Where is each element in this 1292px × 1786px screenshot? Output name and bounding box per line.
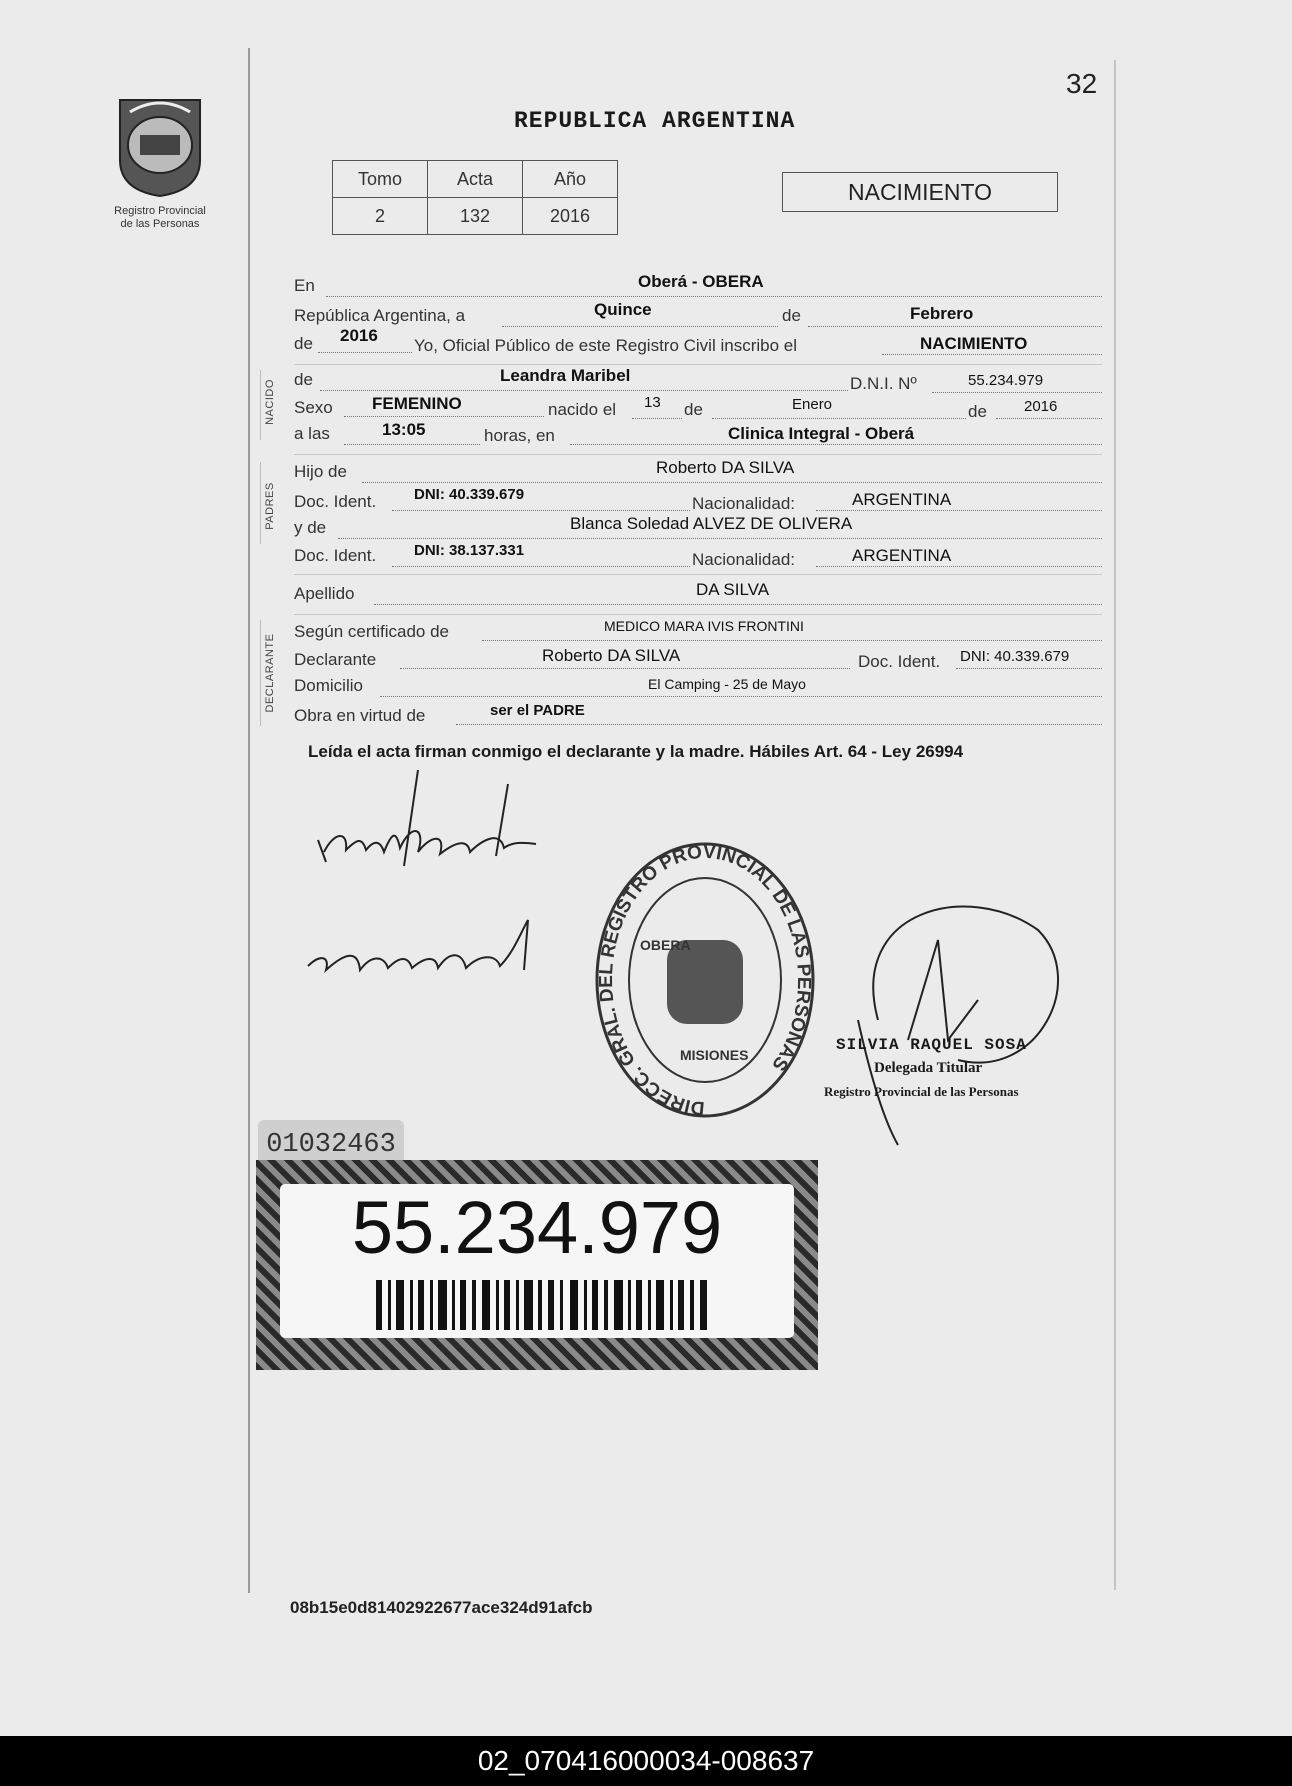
value-padre: Roberto DA SILVA <box>656 458 795 477</box>
page-number: 32 <box>1066 68 1098 99</box>
ref-header-anio: Año <box>523 161 618 198</box>
label-oficial: Yo, Oficial Público de este Registro Civil inscribo el <box>414 336 797 355</box>
value-apellido: DA SILVA <box>696 580 770 599</box>
official-role: Delegada Titular <box>874 1060 983 1076</box>
side-label-declarante: DECLARANTE <box>264 633 276 713</box>
label-declarante-doc: Doc. Ident. <box>858 652 941 671</box>
label-republica: República Argentina, a <box>294 306 466 325</box>
section-divider <box>294 614 1102 615</box>
value-madre-nac: ARGENTINA <box>852 546 952 565</box>
handwritten-signatures <box>300 770 590 1000</box>
official-office: Registro Provincial de las Personas <box>824 1084 1019 1099</box>
dots <box>570 444 1102 445</box>
bracket-declarante <box>260 620 261 726</box>
label-dni: D.N.I. Nº <box>850 374 917 393</box>
label-doc-padre: Doc. Ident. <box>294 492 377 511</box>
value-declarante: Roberto DA SILVA <box>542 646 681 665</box>
value-nac-mes: Enero <box>792 396 833 413</box>
country-title: REPUBLICA ARGENTINA <box>514 108 796 134</box>
value-certificado: MEDICO MARA IVIS FRONTINI <box>604 618 804 634</box>
label-segun-certificado: Según certificado de <box>294 622 449 641</box>
value-madre-doc: DNI: 38.137.331 <box>414 542 525 559</box>
value-padre-doc: DNI: 40.339.679 <box>414 486 525 503</box>
label-obra: Obra en virtud de <box>294 706 426 725</box>
dots <box>816 566 1102 567</box>
value-madre: Blanca Soledad ALVEZ DE OLIVERA <box>570 514 853 533</box>
label-declarante: Declarante <box>294 650 377 669</box>
label-en: En <box>294 276 315 295</box>
official-stamp <box>590 840 820 1130</box>
value-dia-letras: Quince <box>594 300 652 319</box>
dots <box>956 668 1102 669</box>
value-anio: 2016 <box>340 326 378 345</box>
side-label-nacido: NACIDO <box>264 379 276 425</box>
label-sexo: Sexo <box>294 398 333 417</box>
value-lugar-nac: Clinica Integral - Oberá <box>728 424 915 443</box>
label-de-anio: de <box>294 334 313 353</box>
document-hash: 08b15e0d81402922677ace324d91afcb <box>290 1598 593 1617</box>
value-declarante-doc: DNI: 40.339.679 <box>960 648 1070 665</box>
sticker-serial: 01032463 <box>258 1120 404 1170</box>
dots <box>344 416 544 417</box>
stamp-ring-text: DIRECC. GRAL. DEL REGISTRO PROVINCIAL DE LAS PERSONAS <box>596 841 815 1119</box>
official-signature <box>838 890 1068 1150</box>
label-hijo-de: Hijo de <box>294 462 347 481</box>
dots <box>808 326 1102 327</box>
value-lugar: Oberá - OBERA <box>638 272 764 291</box>
value-domicilio: El Camping - 25 de Mayo <box>648 676 806 692</box>
section-divider <box>294 454 1102 455</box>
bracket-padres <box>260 462 261 544</box>
dots <box>932 392 1102 393</box>
label-de-mes: de <box>782 306 801 325</box>
label-nacido-el: nacido el <box>548 400 617 419</box>
label-domicilio: Domicilio <box>294 676 363 695</box>
value-nac-dia: 13 <box>644 394 661 411</box>
dots <box>318 352 412 353</box>
dots <box>712 418 966 419</box>
bracket-nacido <box>260 370 261 440</box>
stamp-inner-bottom: MISIONES <box>680 1047 749 1063</box>
value-nac-anio: 2016 <box>1024 398 1058 415</box>
value-sexo: FEMENINO <box>372 394 462 413</box>
dots <box>482 640 1102 641</box>
dots <box>344 444 480 445</box>
registry-logo <box>100 90 220 231</box>
label-de-nac-mes: de <box>684 400 703 419</box>
dots <box>374 604 1102 605</box>
stamp-inner-top: OBERA <box>640 937 691 953</box>
ref-value-acta: 132 <box>428 198 523 235</box>
label-doc-madre: Doc. Ident. <box>294 546 377 565</box>
logo-caption-2: de las Personas <box>120 218 200 230</box>
footer-id-bar: 02_070416000034-008637 <box>0 1736 1292 1786</box>
label-de-nac-anio: de <box>968 402 987 421</box>
ref-value-anio: 2016 <box>523 198 618 235</box>
dots <box>996 418 1102 419</box>
value-mes-letras: Febrero <box>910 304 974 323</box>
barcode-icon <box>376 1280 716 1334</box>
value-hora: 13:05 <box>382 420 426 439</box>
ref-header-acta: Acta <box>428 161 523 198</box>
label-nacionalidad-padre: Nacionalidad: <box>692 494 796 513</box>
label-a-las: a las <box>294 424 330 443</box>
ref-header-tomo: Tomo <box>333 161 428 198</box>
dots <box>502 326 778 327</box>
dots <box>392 566 690 567</box>
coat-of-arms-icon <box>100 90 220 200</box>
dots <box>882 354 1102 355</box>
dots <box>400 668 850 669</box>
value-dni: 55.234.979 <box>968 372 1044 389</box>
official-name: SILVIA RAQUEL SOSA <box>836 1036 1027 1054</box>
dots <box>632 418 682 419</box>
act-type-box: NACIMIENTO <box>782 172 1058 212</box>
dots <box>392 510 690 511</box>
value-padre-nac: ARGENTINA <box>852 490 952 509</box>
barcode-label <box>280 1184 794 1338</box>
label-de-nombre: de <box>294 370 313 389</box>
side-label-padres: PADRES <box>264 482 276 530</box>
dots <box>338 538 1102 539</box>
dots <box>320 390 848 391</box>
dots <box>362 482 1102 483</box>
logo-caption-1: Registro Provincial <box>114 205 206 217</box>
right-border-line <box>1114 60 1116 1590</box>
dots <box>816 510 1102 511</box>
section-divider <box>294 574 1102 575</box>
dots <box>380 696 1102 697</box>
sticker-number: 55.234.979 <box>351 1186 723 1269</box>
dots <box>326 296 1102 297</box>
value-nombre: Leandra Maribel <box>500 366 631 385</box>
value-tipo: NACIMIENTO <box>920 334 1028 353</box>
ref-value-tomo: 2 <box>333 198 428 235</box>
value-obra: ser el PADRE <box>490 702 585 719</box>
reference-table <box>332 160 618 235</box>
section-divider <box>294 364 1102 365</box>
label-horas-en: horas, en <box>484 426 555 445</box>
dots <box>456 724 1102 725</box>
label-y-de: y de <box>294 518 327 537</box>
closing-text: Leída el acta firman conmigo el declarante y la madre. Hábiles Art. 64 - Ley 26994 <box>308 742 964 761</box>
label-nacionalidad-madre: Nacionalidad: <box>692 550 796 569</box>
left-border-line <box>248 48 250 1593</box>
label-apellido: Apellido <box>294 584 355 603</box>
